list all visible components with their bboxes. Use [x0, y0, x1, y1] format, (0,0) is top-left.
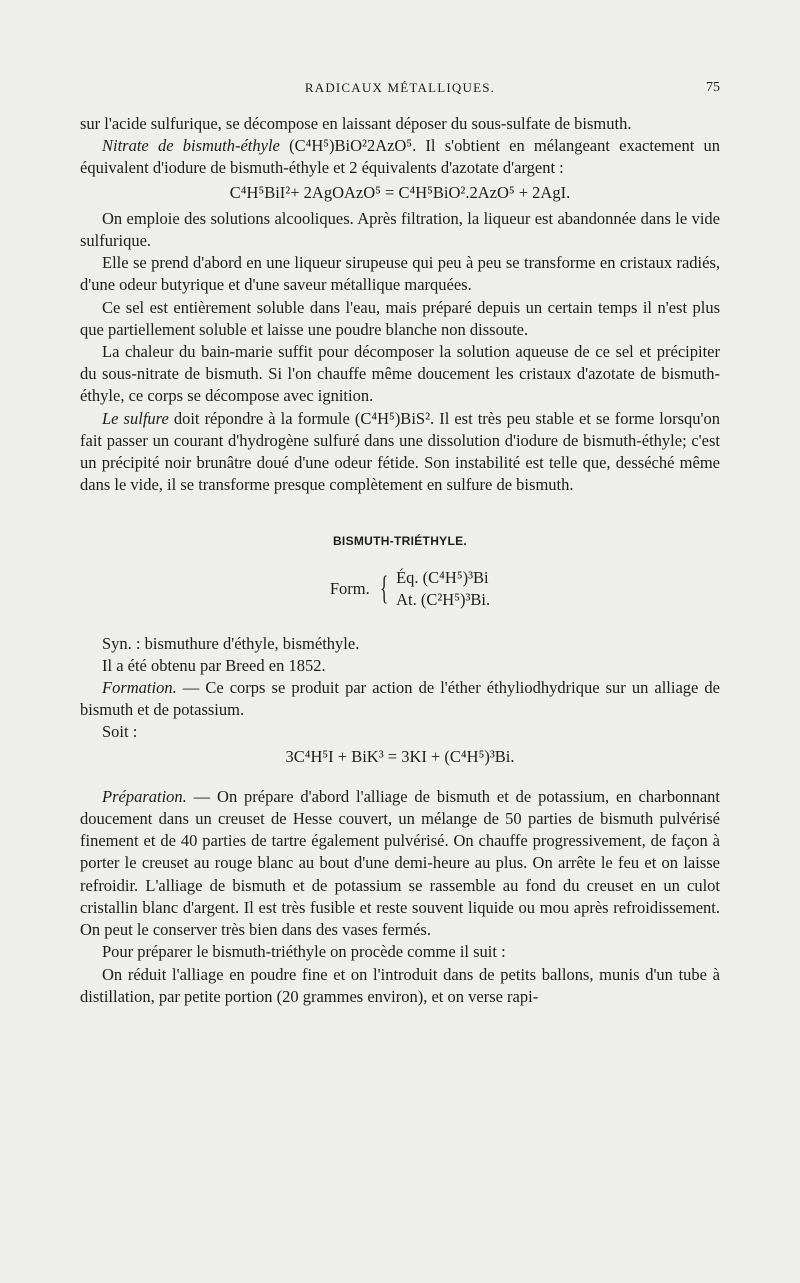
paragraph-soluble: Ce sel est entièrement soluble dans l'eau, mais préparé depuis un certain temps il n'est plus que partiellement soluble et laisse une poudre blanche non dissoute.	[80, 297, 720, 339]
formula-atomic: At. (C²H⁵)³Bi.	[396, 589, 491, 609]
preparation-text: — On prépare d'abord l'alliage de bismuth et de potassium, en charbonnant doucement dans un creuset de Hesse couvert, un mélange de 50 parties de bismuth pulvérisé finement et de 40 parties de tartre également pulvérisé. On chauffe progressivement, de façon à porter le creuset au rouge blanc au bout d'une demi-heure au plus. On arrête le feu et on laisse refroidir. L'alliage de bismuth et de potassium se rassemble au fond du creuset en un culot cristallin blanc d'argent. Il est très fusible et reste souvent liquide ou mou après refroidissement. On peut le conserver très bien dans des vases fermés.	[80, 786, 720, 940]
brace-icon: {	[379, 569, 389, 607]
formula-label: Form.	[329, 578, 370, 598]
paragraph-sulfate: sur l'acide sulfurique, se décompose en laissant déposer du sous-sulfate de bismuth.	[80, 114, 632, 133]
formation-text: — Ce corps se produit par action de l'éther éthyliodhydrique sur un alliage de bismuth et de potassium.	[80, 678, 720, 720]
paragraph-preparation	[80, 786, 720, 941]
paragraph-synonym: Syn. : bismuthure d'éthyle, bisméthyle.	[102, 633, 360, 653]
preparation-heading: Préparation.	[102, 786, 187, 806]
nitrate-heading: Nitrate de bismuth-éthyle	[102, 136, 280, 156]
formula-lines	[396, 567, 490, 611]
nitrate-text: (C⁴H⁵)BiO²2AzO⁵. Il s'obtient en mélangeant exactement un équivalent d'iodure de bismuth-éthyle et 2 équivalents d'azotate d'argent :	[80, 136, 720, 178]
running-head: RADICAUX MÉTALLIQUES.	[304, 80, 496, 95]
equation-formation: 3C⁴H⁵I + BiK³ = 3KI + (C⁴H⁵)³Bi.	[285, 746, 515, 766]
equation-nitrate: C⁴H⁵BiI²+ 2AgOAzO⁵ = C⁴H⁵BiO².2AzO⁵ + 2AgI.	[229, 182, 571, 202]
formula-block	[80, 567, 720, 611]
spacer	[80, 772, 720, 786]
page-header	[80, 80, 720, 100]
paragraph-solutions: On emploie des solutions alcooliques. Après filtration, la liqueur est abandonnée dans le vide sulfurique.	[80, 208, 720, 251]
paragraph-reduction: On réduit l'alliage en poudre fine et on l'introduit dans de petits ballons, munis d'un tube à distillation, par petite portion (20 grammes environ), et on verse rapi-	[80, 964, 720, 1006]
body-text	[80, 113, 720, 1008]
page-number: 75	[706, 80, 720, 95]
formation-heading: Formation.	[102, 678, 177, 698]
paragraph-formation	[80, 677, 720, 721]
paragraph-procedure: Pour préparer le bismuth-triéthyle on procède comme il suit :	[102, 942, 506, 962]
paragraph-nitrate	[80, 135, 720, 179]
formula-equivalent: Éq. (C⁴H⁵)³Bi	[396, 567, 489, 587]
paragraph-sulfure	[80, 408, 720, 497]
sulfure-heading: Le sulfure	[102, 408, 169, 428]
paragraph-obtained: Il a été obtenu par Breed en 1852.	[102, 655, 326, 675]
sulfure-text: doit répondre à la formule (C⁴H⁵)BiS². Il est très peu stable et se forme lorsqu'on fait passer un courant d'hydrogène sulfuré dans une dissolution d'iodure de bismuth-éthyle; c'est un précipité noir brunâtre doué d'une odeur fétide. Son instabilité est telle que, desséché même dans le vide, il se transforme presque complètement en sulfure de bismuth.	[80, 408, 720, 495]
section-title: BISMUTH-TRIÉTHYLE.	[332, 534, 468, 549]
paragraph-liqueur: Elle se prend d'abord en une liqueur sirupeuse qui peu à peu se transforme en cristaux radiés, d'une odeur butyrique et d'une saveur métallique marquées.	[80, 253, 720, 295]
paragraph-soit: Soit :	[102, 722, 138, 742]
paragraph-chaleur: La chaleur du bain-marie suffit pour décomposer la solution aqueuse de ce sel et précipiter du sous-nitrate de bismuth. Si l'on chauffe même doucement les cristaux d'azotate de bismuth-éthyle, ce corps se décompose avec ignition.	[80, 342, 720, 406]
